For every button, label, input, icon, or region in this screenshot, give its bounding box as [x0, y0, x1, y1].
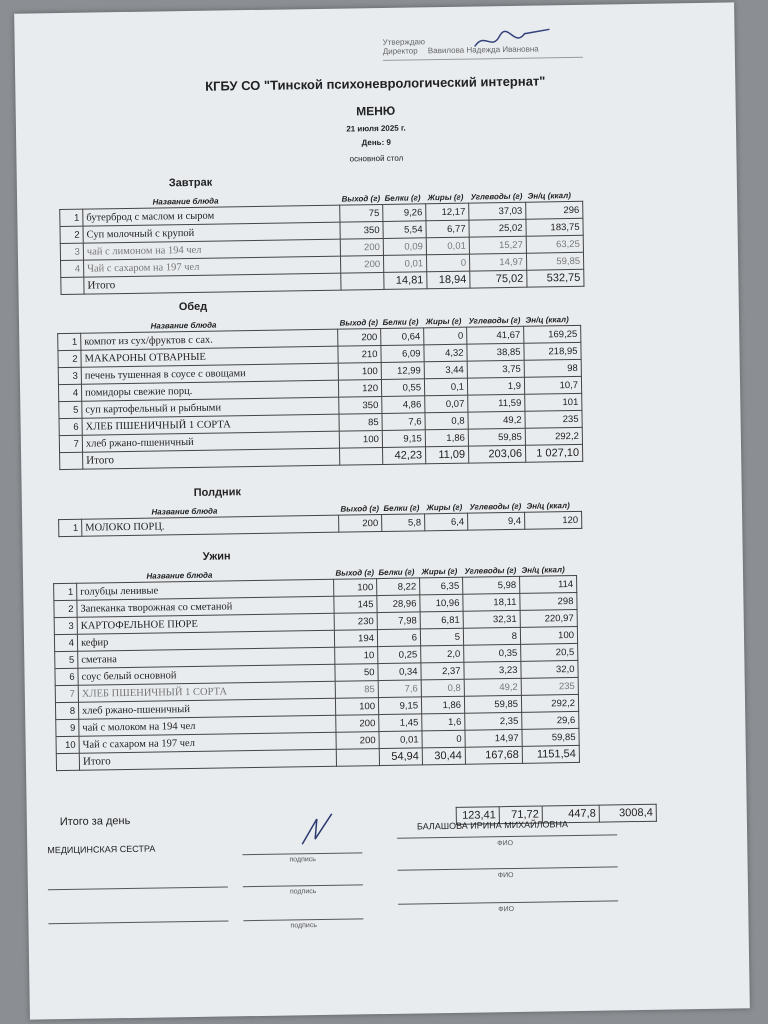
dish-carbs: 59,85: [464, 695, 521, 713]
dish-protein: 5,54: [383, 221, 426, 239]
dish-fat: 0,8: [421, 679, 464, 697]
total-carbs: 167,68: [465, 746, 522, 764]
dish-protein: 12,99: [381, 362, 424, 380]
dish-output: 350: [340, 221, 383, 239]
total-spacer: [60, 452, 83, 469]
dish-fat: 0,1: [424, 378, 467, 396]
dish-carbs: 37,03: [469, 202, 526, 220]
dish-fat: 0,07: [425, 395, 468, 413]
dish-protein: 9,26: [383, 204, 426, 222]
dish-energy: 29,6: [522, 711, 579, 729]
menu-day: День: 9: [361, 137, 391, 148]
total-energy: 1151,54: [522, 745, 579, 763]
column-header-protein: Белки (г): [383, 502, 420, 513]
dish-fat: 6,35: [420, 577, 463, 595]
dish-name: голубцы ленивые: [77, 579, 334, 600]
dish-output: 210: [338, 345, 381, 363]
dish-protein: 0,09: [383, 238, 426, 256]
sign-caption-1: подпись: [289, 856, 316, 864]
dish-energy: 298: [520, 592, 577, 610]
dish-carbs: 8: [463, 627, 520, 645]
dish-output: 100: [334, 579, 377, 597]
dish-output: 100: [335, 698, 378, 716]
dish-output: 10: [335, 647, 378, 665]
organization-name: КГБУ СО "Тинской психоневрологический интернат": [205, 73, 546, 94]
dish-output: 120: [338, 379, 381, 397]
dish-name: Запеканка творожная со сметаной: [77, 596, 334, 617]
column-header-dish: Название блюда: [150, 320, 217, 331]
column-header-no: [53, 571, 76, 584]
dish-carbs: 15,27: [469, 236, 526, 254]
dish-carbs: 38,85: [467, 343, 524, 361]
dish-output: 50: [335, 664, 378, 682]
dish-protein: 4,86: [382, 396, 425, 414]
dish-energy: 101: [525, 393, 582, 411]
dish-fat: 0,8: [425, 412, 468, 430]
dish-name: ХЛЕБ ПШЕНИЧНЫЙ 1 СОРТА: [82, 414, 339, 435]
dish-output: 200: [338, 328, 381, 346]
column-header-output: Выход (г): [341, 193, 381, 204]
nurse-signature-icon: [297, 809, 338, 850]
name-caption-3: ФИО: [498, 905, 515, 914]
row-number: 2: [54, 600, 77, 617]
dish-energy: 296: [526, 201, 583, 219]
dish-protein: 0,55: [381, 379, 424, 397]
dish-carbs: 0,35: [464, 644, 521, 662]
total-label: Итого: [84, 273, 341, 294]
total-protein: 54,94: [379, 748, 422, 766]
row-number: 1: [58, 333, 81, 350]
dish-output: 200: [340, 238, 383, 256]
dish-protein: 7,6: [382, 413, 425, 431]
total-carbs: 203,06: [468, 445, 525, 463]
row-number: 1: [59, 519, 82, 536]
column-header-no: [58, 507, 81, 520]
dish-energy: 292,2: [525, 427, 582, 445]
snack-title: Полдник: [193, 486, 242, 499]
row-number: 1: [54, 583, 77, 600]
dish-protein: 0,01: [383, 255, 426, 273]
row-number: 4: [58, 384, 81, 401]
column-header-fat: Жиры (г): [425, 316, 462, 326]
column-header-carbs: Углеводы (г): [469, 501, 522, 512]
dish-name: хлеб ржано-пшеничный: [78, 698, 335, 719]
snack-table: [58, 499, 582, 537]
day-total-fat: 71,72: [499, 806, 542, 824]
breakfast-table: [59, 189, 584, 295]
dish-name: ХЛЕБ ПШЕНИЧНЫЙ 1 СОРТА: [78, 681, 335, 702]
dish-carbs: 49,2: [464, 678, 521, 696]
dish-protein: 5,8: [382, 514, 425, 532]
column-header-fat: Жиры (г): [421, 566, 458, 576]
dinner-table: [53, 563, 580, 771]
row-number: 3: [58, 367, 81, 384]
dish-name: КАРТОФЕЛЬНОЕ ПЮРЕ: [77, 613, 334, 634]
row-number: 9: [56, 719, 79, 736]
dish-energy: 235: [525, 410, 582, 428]
column-header-carbs: Углеводы (г): [468, 315, 521, 326]
dish-energy: 98: [524, 359, 581, 377]
dish-carbs: 14,97: [465, 729, 522, 747]
dish-carbs: 14,97: [469, 253, 526, 271]
dish-output: 85: [339, 413, 382, 431]
column-header-output: Выход (г): [340, 503, 380, 514]
dish-protein: 6,09: [381, 345, 424, 363]
director-signature-icon: [469, 25, 559, 56]
dish-output: 85: [335, 681, 378, 699]
dish-output: 100: [338, 362, 381, 380]
day-total-protein: 123,41: [456, 807, 499, 825]
row-number: 7: [59, 435, 82, 452]
name-caption-1: ФИО: [497, 839, 514, 848]
dish-protein: 9,15: [378, 697, 421, 715]
dish-carbs: 5,98: [463, 576, 520, 594]
column-header-dish: Название блюда: [146, 570, 213, 581]
dish-name: хлеб ржано-пшеничный: [82, 431, 339, 452]
dish-protein: 8,22: [377, 578, 420, 596]
row-number: 10: [56, 736, 79, 753]
dish-name: Суп молочный с крупой: [83, 222, 340, 243]
total-label: Итого: [83, 448, 340, 469]
dish-carbs: 41,67: [467, 326, 524, 344]
column-header-protein: Белки (г): [384, 192, 421, 203]
menu-document: [14, 2, 750, 1019]
dish-protein: 28,96: [377, 595, 420, 613]
dish-protein: 0,34: [378, 663, 421, 681]
column-header-dish: Название блюда: [151, 506, 218, 517]
day-total-carbs: 447,8: [542, 805, 599, 823]
dish-protein: 9,15: [382, 430, 425, 448]
column-header-carbs: Углеводы (г): [470, 191, 523, 202]
total-carbs: 75,02: [470, 270, 527, 288]
dish-name: соус белый основной: [78, 664, 335, 685]
dish-carbs: 49,2: [468, 411, 525, 429]
dish-fat: 0,01: [426, 237, 469, 255]
total-spacer: [61, 277, 84, 294]
dish-energy: 20,5: [521, 643, 578, 661]
column-header-protein: Белки (г): [378, 566, 415, 577]
dish-name: компот из сух/фруктов с сах.: [81, 329, 338, 350]
dish-carbs: 3,75: [467, 360, 524, 378]
breakfast-title: Завтрак: [168, 176, 213, 190]
total-protein: 14,81: [384, 272, 427, 290]
total-output: [341, 272, 384, 290]
menu-date: 21 июля 2025 г.: [346, 123, 406, 134]
total-fat: 30,44: [422, 747, 465, 765]
dish-name: бутерброд с маслом и сыром: [83, 205, 340, 226]
dish-carbs: 9,4: [468, 512, 525, 530]
dish-energy: 120: [525, 511, 582, 529]
dish-protein: 6: [377, 629, 420, 647]
dish-fat: 2,0: [421, 645, 464, 663]
total-energy: 532,75: [527, 269, 584, 287]
dish-energy: 218,95: [524, 342, 581, 360]
dish-protein: 0,01: [379, 731, 422, 749]
dish-fat: 0: [426, 254, 469, 272]
dish-energy: 59,85: [522, 728, 579, 746]
dish-carbs: 18,11: [463, 593, 520, 611]
name-caption-2: ФИО: [497, 871, 514, 880]
column-header-energy: Эн/ц (ккал): [525, 314, 569, 325]
dish-output: 75: [340, 204, 383, 222]
row-number: 4: [61, 260, 84, 277]
dish-name: МОЛОКО ПОРЦ.: [82, 515, 339, 536]
dish-output: 350: [339, 396, 382, 414]
row-number: 6: [55, 668, 78, 685]
sign-caption-3: подпись: [290, 922, 318, 930]
sign-caption-2: подпись: [289, 888, 317, 896]
column-header-energy: Эн/ц (ккал): [527, 190, 571, 201]
column-header-no: [57, 321, 80, 334]
dish-protein: 0,25: [378, 646, 421, 664]
dish-energy: 169,25: [524, 325, 581, 343]
dish-fat: 6,77: [426, 220, 469, 238]
total-label: Итого: [79, 749, 336, 770]
page-title: МЕНЮ: [356, 103, 396, 119]
column-header-output: Выход (г): [339, 317, 379, 328]
dish-protein: 7,6: [378, 680, 421, 698]
dish-name: чай с лимоном на 194 чел: [83, 239, 340, 260]
approval-label: Утверждаю: [382, 37, 425, 47]
total-spacer: [56, 753, 79, 770]
dish-name: чай с молоком на 194 чел: [79, 715, 336, 736]
dish-name: Чай с сахаром на 197 чел: [84, 256, 341, 277]
row-number: 2: [60, 226, 83, 243]
dish-output: 145: [334, 596, 377, 614]
dish-fat: 6,81: [420, 611, 463, 629]
dish-energy: 10,7: [524, 376, 581, 394]
dish-carbs: 59,85: [468, 428, 525, 446]
row-number: 5: [55, 651, 78, 668]
dish-energy: 32,0: [521, 660, 578, 678]
dish-carbs: 3,23: [464, 661, 521, 679]
dish-energy: 100: [520, 626, 577, 644]
dish-energy: 220,97: [520, 609, 577, 627]
lunch-title: Обед: [178, 300, 208, 314]
dish-protein: 1,45: [379, 714, 422, 732]
dish-fat: 12,17: [426, 203, 469, 221]
dish-protein: 0,64: [381, 328, 424, 346]
dish-carbs: 1,9: [467, 377, 524, 395]
dish-fat: 1,86: [425, 429, 468, 447]
dish-name: суп картофельный и рыбными: [82, 397, 339, 418]
dish-energy: 292,2: [521, 694, 578, 712]
row-number: 4: [54, 634, 77, 651]
row-number: 5: [59, 401, 82, 418]
dish-name: Чай с сахаром на 197 чел: [79, 732, 336, 753]
dish-output: 100: [339, 430, 382, 448]
dish-output: 194: [334, 630, 377, 648]
column-header-output: Выход (г): [335, 567, 375, 578]
dish-name: МАКАРОНЫ ОТВАРНЫЕ: [81, 346, 338, 367]
dish-carbs: 32,31: [463, 610, 520, 628]
column-header-fat: Жиры (г): [427, 192, 464, 202]
dish-fat: 0: [424, 327, 467, 345]
dish-output: 200: [336, 715, 379, 733]
column-header-carbs: Углеводы (г): [464, 565, 517, 576]
dish-fat: 3,44: [424, 361, 467, 379]
dish-energy: 59,85: [526, 252, 583, 270]
total-fat: 11,09: [425, 446, 468, 464]
day-total-energy: 3008,4: [599, 804, 656, 822]
dish-name: кефир: [77, 630, 334, 651]
column-header-protein: Белки (г): [382, 316, 419, 327]
row-number: 6: [59, 418, 82, 435]
row-number: 3: [54, 617, 77, 634]
dish-energy: 183,75: [526, 218, 583, 236]
nurse-name: БАЛАШОВА ИРИНА МИХАЙЛОВНА: [416, 819, 569, 832]
dish-energy: 63,25: [526, 235, 583, 253]
dish-carbs: 2,35: [465, 712, 522, 730]
column-header-energy: Эн/ц (ккал): [526, 500, 570, 511]
nurse-label: МЕДИЦИНСКАЯ СЕСТРА: [47, 843, 156, 856]
dish-fat: 1,6: [422, 713, 465, 731]
total-fat: 18,94: [427, 271, 470, 289]
total-output: [336, 749, 379, 767]
dish-fat: 6,4: [425, 513, 468, 531]
row-number: 7: [55, 685, 78, 702]
lunch-table: [57, 313, 583, 470]
column-header-energy: Эн/ц (ккал): [521, 564, 565, 575]
dish-name: помидоры свежие порц.: [81, 380, 338, 401]
dish-carbs: 11,59: [468, 394, 525, 412]
dish-fat: 5: [420, 628, 463, 646]
row-number: 8: [55, 702, 78, 719]
dish-energy: 114: [520, 575, 577, 593]
director-label: Директор: [382, 46, 418, 56]
day-total-label: Итого за день: [59, 814, 131, 829]
dish-energy: 235: [521, 677, 578, 695]
director-name: Вавилова Надежда Ивановна: [427, 44, 539, 56]
total-energy: 1 027,10: [525, 444, 582, 462]
row-number: 1: [60, 209, 83, 226]
column-header-fat: Жиры (г): [426, 502, 463, 512]
dish-output: 200: [336, 732, 379, 750]
dish-fat: 2,37: [421, 662, 464, 680]
dish-fat: 10,96: [420, 594, 463, 612]
dish-fat: 1,86: [421, 696, 464, 714]
dish-carbs: 25,02: [469, 219, 526, 237]
column-header-no: [60, 197, 83, 210]
dish-fat: 4,32: [424, 344, 467, 362]
dish-output: 230: [334, 613, 377, 631]
row-number: 3: [60, 243, 83, 260]
total-protein: 42,23: [383, 447, 426, 465]
dish-output: 200: [340, 255, 383, 273]
dish-output: 200: [339, 515, 382, 533]
dish-name: печень тушенная в соусе с овощами: [81, 363, 338, 384]
dish-protein: 7,98: [377, 612, 420, 630]
dish-fat: 0: [422, 730, 465, 748]
row-number: 2: [58, 350, 81, 367]
dinner-title: Ужин: [202, 550, 231, 563]
column-header-dish: Название блюда: [152, 196, 219, 207]
table-kind: основной стол: [349, 153, 404, 164]
total-output: [340, 447, 383, 465]
dish-name: сметана: [78, 647, 335, 668]
